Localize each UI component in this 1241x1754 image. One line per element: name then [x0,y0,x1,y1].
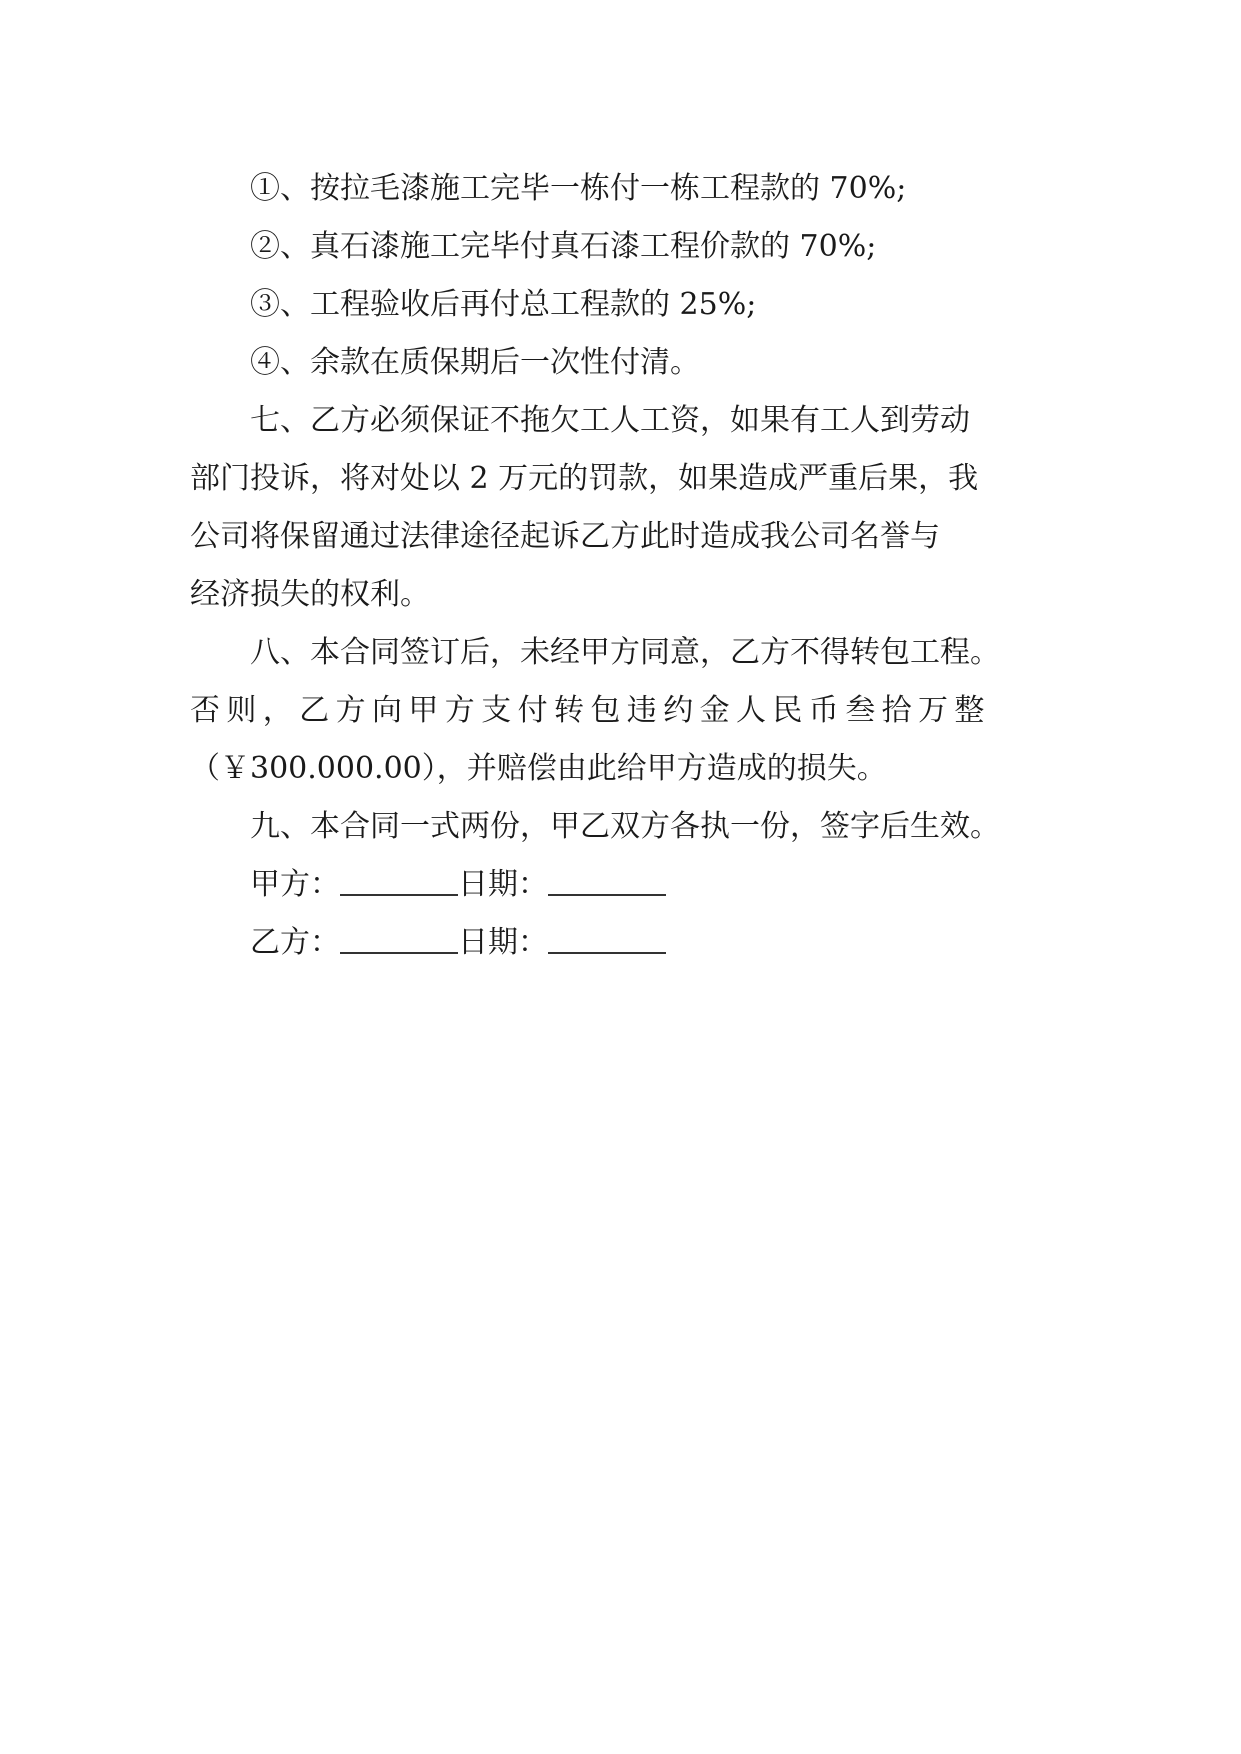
clause-8-line-3: （￥300.000.00），并赔偿由此给甲方造成的损失。 [190,751,887,786]
party-a-signature-blank[interactable] [340,864,458,896]
clause-9-line-1: 九、本合同一式两份，甲乙双方各执一份，签字后生效。 [250,809,1000,844]
clause-8 [190,624,1050,798]
party-a-date-blank[interactable] [548,864,666,896]
clause-7-line-2: 部门投诉，将对处以 2 万元的罚款，如果造成严重后果，我 [190,461,979,496]
document-page [190,160,1050,972]
party-b-signature-blank[interactable] [340,922,458,954]
payment-item-2: ②、真石漆施工完毕付真石漆工程价款的 70%; [250,229,877,264]
party-a-signature-row [190,856,1050,914]
clause-7-line-3: 公司将保留通过法律途径起诉乙方此时造成我公司名誉与 [190,519,940,554]
clause-7-line-4: 经济损失的权利。 [190,577,430,612]
clause-8-line-1: 八、本合同签订后，未经甲方同意，乙方不得转包工程。 [250,635,1000,670]
party-a-label: 甲方： [250,867,340,902]
clause-7-line-1: 七、乙方必须保证不拖欠工人工资，如果有工人到劳动 [250,403,970,438]
party-b-label: 乙方： [250,925,340,960]
clause-8-line-2: 否则，乙方向甲方支付转包违约金人民币叁拾万整 [190,693,991,728]
party-b-date-label: 日期： [458,925,548,960]
party-b-date-blank[interactable] [548,922,666,954]
party-b-signature-row [190,914,1050,972]
payment-item-3: ③、工程验收后再付总工程款的 25%; [250,287,757,322]
clause-7 [190,392,1050,624]
clause-9 [190,798,1050,856]
payment-item-1: ①、按拉毛漆施工完毕一栋付一栋工程款的 70%; [250,171,907,206]
party-a-date-label: 日期： [458,867,548,902]
payment-item-4: ④、余款在质保期后一次性付清。 [250,345,700,380]
